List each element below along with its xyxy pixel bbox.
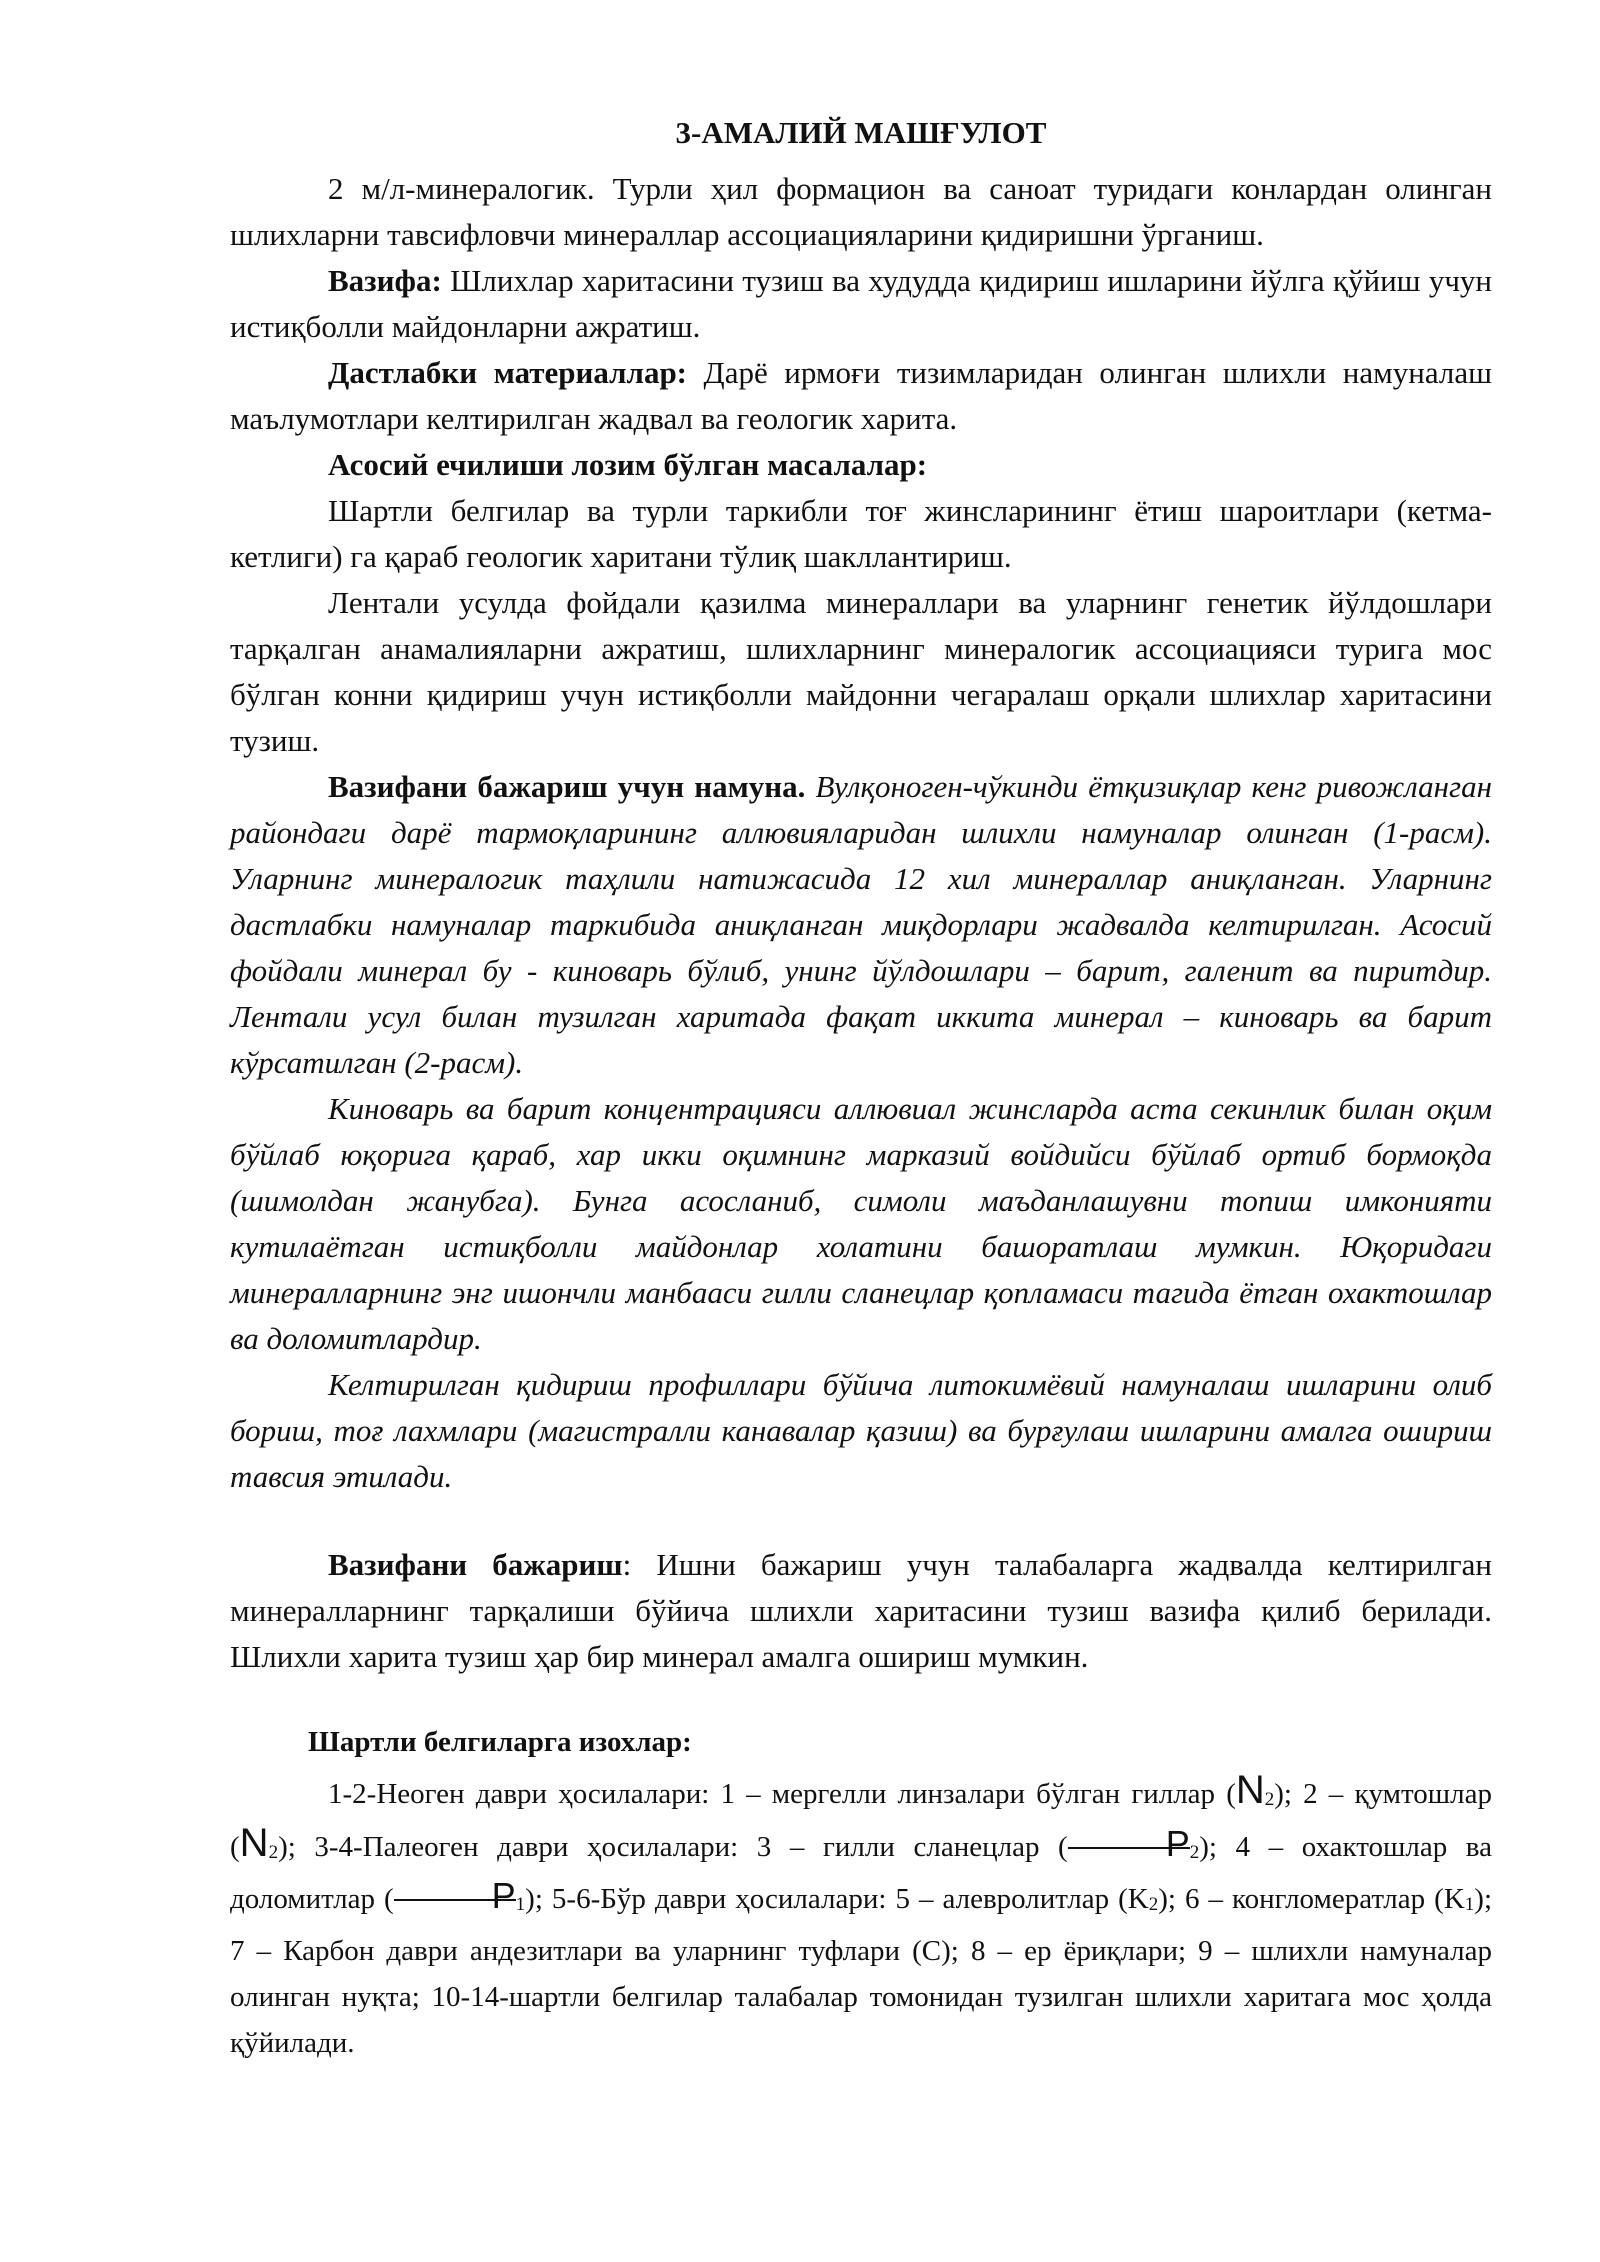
paleogene-subscript-2: 1 <box>515 1894 526 1915</box>
materials-text: Дарё ирмоғи тизимларидан олинган шлихли намуналаш маълумотлари келтирилган жадвал ва геологик харита. <box>230 355 1492 436</box>
legend-text-1: 1-2-Неоген даври ҳосилалари: 1 – мергелли линзалари бўлган гиллар ( <box>328 1778 1236 1810</box>
sample-paragraph-3: Келтирилган қидириш профиллари бўйича литокимёвий намуналаш ишларини олиб бориш, тоғ лахмлари (магистралли канавалар қазиш) ва бурғулаш ишларини амалга ошириш тавсия этилади. <box>230 1367 1492 1494</box>
task-paragraph <box>230 258 1492 350</box>
execution-paragraph <box>230 1542 1492 1680</box>
document-page <box>230 110 1492 2066</box>
legend-text-2: ); 2 – қумтошлар ( <box>230 1778 1492 1863</box>
sample-label: Вазифани бажариш учун намуна. <box>328 769 806 804</box>
execution-label: Вазифани бажариш <box>328 1547 623 1582</box>
execution-text: : Ишни бажариш учун талабаларга жадвалда келтирилган минералларнинг тарқалиши бўйича шлихли харитасини тузиш вазифа қилиб берилади. Шлихли харита тузиш ҳар бир минерал амалга ошириш мумкин. <box>230 1547 1492 1674</box>
legend-text-6: ); 6 – конгломератлар (K <box>1158 1883 1465 1915</box>
problems-heading: Асосий ечилиши лозим бўлган масалалар: <box>328 447 928 482</box>
task-text: Шлихлар харитасини тузиш ва худудда қидириш ишларини йўлга қўйиш учун истиқболли майдонларни ажратиш. <box>230 263 1492 344</box>
neogene-symbol-2: N <box>239 1821 269 1865</box>
legend-text-5: ); 5-6-Бўр даври ҳосилалари: 5 – алевролитлар (K <box>525 1883 1149 1915</box>
task-label: Вазифа: <box>328 263 442 298</box>
legend-text-7: ); 7 – Карбон даври андезитлари ва уларнинг туфлари (C); 8 – ер ёриқлари; 9 – шлихли намуналар олинган нуқта; 10-14-шартли белгилар талабалар томонидан тузилган шлихли харитага мос ҳолда қўйилади. <box>230 1883 1492 2059</box>
problem-paragraph-2: Лентали усулда фойдали қазилма минераллари ва уларнинг генетик йўлдошлари тарқалган анамалияларни ажратиш, шлихларнинг минералогик ассоциацияси турига мос бўлган конни қидириш учун истиқболли майдонни чегаралаш орқали шлихлар харитасини тузиш. <box>230 585 1492 758</box>
sample-paragraph <box>230 764 1492 1086</box>
sample-paragraph-2: Киноварь ва барит концентрацияси аллювиал жинсларда аста секинлик билан оқим бўйлаб юқорига қараб, хар икки оқимнинг марказий войдийси бўйлаб ортиб бормоқда (шимолдан жанубга). Бунга асосланиб, симоли маъданлашувни топиш имконияти кутилаётган истиқболли майдонлар холатини башоратлаш мумкин. Юқоридаги минералларнинг энг ишончли манбааси гилли сланецлар қопламаси тагида ётган охактошлар ва доломитлардир. <box>230 1091 1492 1356</box>
cretaceous-subscript-1: 2 <box>1148 1894 1159 1915</box>
problem-paragraph-1: Шартли белгилар ва турли таркибли тоғ жинсларининг ётиш шароитлари (кетма-кетлиги) га қараб геологик харитани тўлиқ шакллантириш. <box>230 493 1492 574</box>
legend-paragraph <box>230 1770 1492 2066</box>
page-title: 3-АМАЛИЙ МАШҒУЛОТ <box>675 115 1047 150</box>
neogene-symbol-1: N <box>1235 1768 1265 1812</box>
legend-text-4: ); 4 – охактошлар ва доломитлар ( <box>230 1831 1492 1915</box>
paleogene-symbol-2: Р <box>394 1878 516 1914</box>
paleogene-symbol-1: Р <box>1068 1826 1190 1862</box>
intro-paragraph: 2 м/л-минералогик. Турли ҳил формацион ва саноат туридаги конлардан олинган шлихларни тавсифловчи минераллар ассоциацияларини қидиришни ўрганиш. <box>230 171 1492 252</box>
sample-text: Вулқоноген-чўкинди ётқизиқлар кенг ривожланган райондаги дарё тармоқларининг аллювияларидан шлихли намуналар олинган (1-расм). Уларнинг минералогик таҳлили натижасида 12 хил минераллар аниқланган. Уларнинг дастлабки намуналар таркибида аниқланган миқдорлари жадвалда келтирилган. Асосий фойдали минерал бу - киноварь бўлиб, унинг йўлдошлари – барит, галенит ва пиритдир. Лентали усул билан тузилган харитада фақат иккита минерал – киноварь ва барит кўрсатилган (2-расм). <box>230 769 1492 1080</box>
legend-heading: Шартли белгиларга изохлар: <box>308 1726 692 1758</box>
paleogene-subscript-1: 2 <box>1189 1842 1200 1863</box>
materials-label: Дастлабки материаллар: <box>328 355 688 390</box>
neogene-subscript-2: 2 <box>268 1842 279 1863</box>
cretaceous-subscript-2: 1 <box>1464 1894 1475 1915</box>
materials-paragraph <box>230 350 1492 442</box>
legend-text-3: ); 3-4-Палеоген даври ҳосилалари: 3 – гилли сланецлар ( <box>278 1831 1068 1863</box>
neogene-subscript-1: 2 <box>1264 1789 1275 1810</box>
